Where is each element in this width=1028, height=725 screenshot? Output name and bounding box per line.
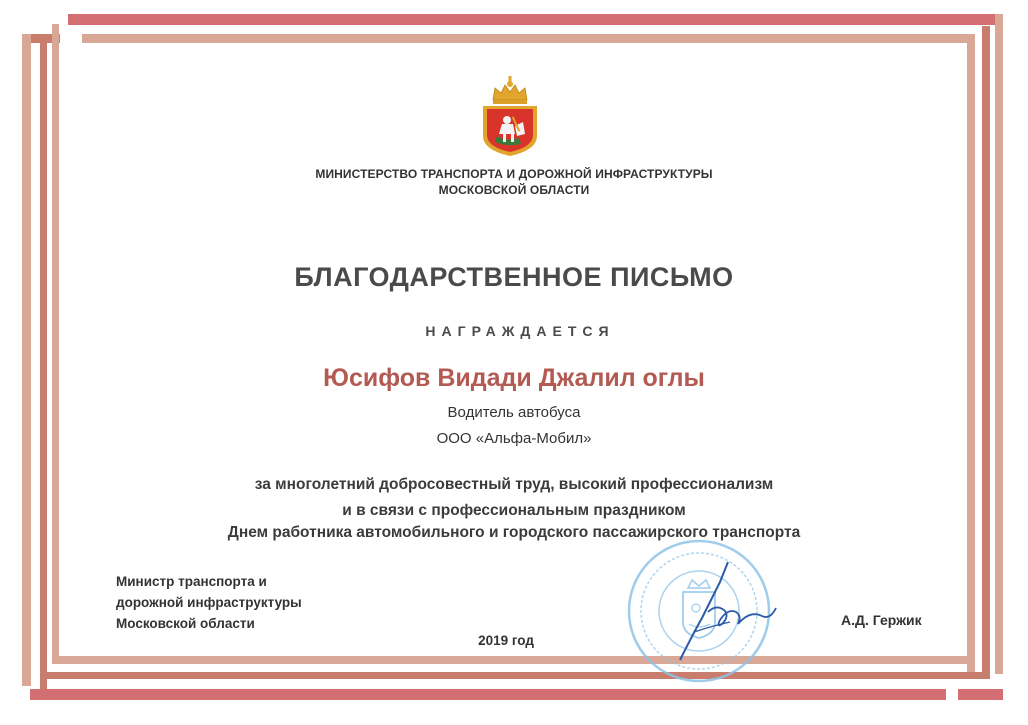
coat-of-arms-icon <box>479 76 541 158</box>
reason-line-1: за многолетний добросовестный труд, высокий профессионализм <box>254 476 774 493</box>
reason-line-2: и в связи с профессиональным праздником <box>342 502 686 519</box>
recipient-company: ООО «Альфа-Мобил» <box>436 430 592 447</box>
recipient-position: Водитель автобуса <box>447 404 581 421</box>
frame-bottom-outer <box>30 689 946 700</box>
handwritten-signature-icon <box>672 552 782 662</box>
recipient-name: Юсифов Видади Джалил оглы <box>323 364 705 392</box>
document-title: БЛАГОДАРСТВЕННОЕ ПИСЬМО <box>294 262 734 292</box>
frame-right-outer <box>995 14 1003 674</box>
frame-top-outer <box>68 14 1002 25</box>
frame-top-inner <box>82 34 975 43</box>
frame-left-inner <box>52 24 59 658</box>
ministry-line-1: МИНИСТЕРСТВО ТРАНСПОРТА И ДОРОЖНОЙ ИНФРАСТРУКТУРЫ <box>315 167 713 181</box>
ministry-header <box>0 166 1028 198</box>
frame-bottom-right-stub <box>958 689 1003 700</box>
signer-title-line-3: Московской области <box>116 616 255 631</box>
signer-title-line-1: Министр транспорта и <box>116 574 267 589</box>
ministry-line-2: МОСКОВСКОЙ ОБЛАСТИ <box>438 183 590 197</box>
awarded-label: НАГРАЖДАЕТСЯ <box>425 323 615 339</box>
signer-title-line-2: дорожной инфраструктуры <box>116 595 302 610</box>
reason-line-3: Днем работника автомобильного и городского пассажирского транспорта <box>227 524 801 541</box>
frame-bottom-mid <box>40 672 990 679</box>
frame-right-inner <box>967 34 975 674</box>
frame-left-mid <box>40 34 47 689</box>
document-year: 2019 год <box>478 633 534 648</box>
frame-right-mid <box>982 26 990 676</box>
signer-title <box>116 571 376 634</box>
frame-bottom-inner <box>52 656 975 664</box>
signer-name: А.Д. Гержик <box>841 612 922 628</box>
frame-left-outer <box>22 34 31 686</box>
